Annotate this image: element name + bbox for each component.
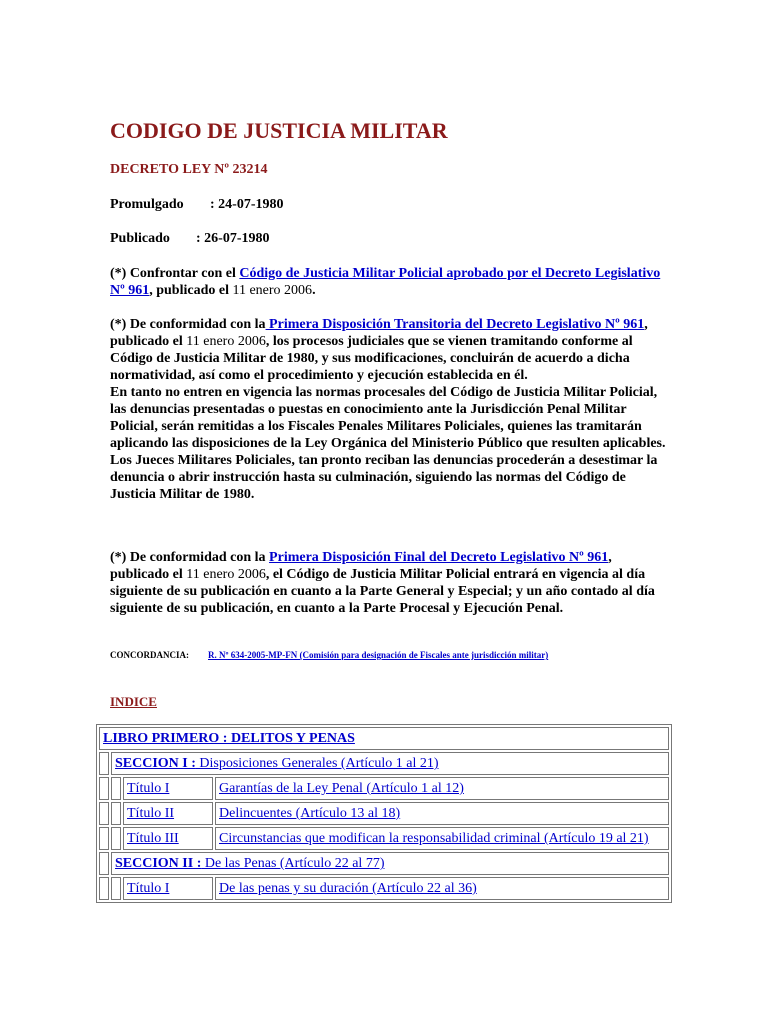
note-paragraph-2 [110, 316, 670, 503]
note-2-prefix: (*) De conformidad con la [110, 317, 266, 332]
table-row [99, 827, 669, 850]
section-2-cell [111, 852, 669, 875]
titulo-desc-cell [215, 827, 669, 850]
index-table [96, 724, 672, 903]
indice-heading[interactable]: INDICE [110, 694, 157, 709]
table-row [99, 802, 669, 825]
titulo-desc-cell [215, 877, 669, 900]
indent-cell [99, 827, 109, 850]
section-2-label: SECCION II : [115, 856, 202, 871]
indent-cell [99, 777, 109, 800]
promulgation-label: Promulgado [110, 197, 184, 212]
note-paragraph-3 [110, 549, 670, 617]
titulo-link[interactable]: Título I [127, 881, 170, 896]
note-1-prefix: (*) Confrontar con el [110, 266, 240, 281]
section-1-link[interactable] [115, 756, 439, 771]
indent-cell [99, 877, 109, 900]
indent-cell [111, 877, 121, 900]
note-3-prefix: (*) De conformidad con la [110, 550, 270, 565]
indent-cell [111, 777, 121, 800]
publication-date [110, 231, 270, 247]
promulgation-date [110, 197, 284, 213]
note-1-mid: , publicado el [149, 283, 233, 298]
titulo-link[interactable]: Título III [127, 831, 179, 846]
note-2-line-3: Los Jueces Militares Policiales, tan pronto reciban las denuncias procederán a desestimar la denuncia o abrir instrucción hasta su culminación, siguiendo las normas del Código de Justicia Militar de 1980. [110, 453, 658, 502]
titulo-cell [123, 777, 213, 800]
note-1-date: 11 enero 2006 [232, 283, 313, 298]
note-2-link[interactable]: Primera Disposición Transitoria del Decreto Legislativo Nº 961 [265, 317, 645, 332]
concordancia-label: CONCORDANCIA: [110, 650, 189, 660]
index-row-section-2 [99, 852, 669, 875]
indent-cell [99, 752, 109, 775]
indent-cell [99, 802, 109, 825]
section-1-cell [111, 752, 669, 775]
titulo-desc-cell [215, 802, 669, 825]
titulo-desc-cell [215, 777, 669, 800]
titulo-cell [123, 827, 213, 850]
concordancia-link[interactable]: R. Nº 634-2005-MP-FN (Comisión para designación de Fiscales ante jurisdicción militar) [208, 650, 549, 660]
section-2-link[interactable] [115, 856, 384, 871]
table-row [99, 877, 669, 900]
note-3-date: 11 enero 2006 [186, 567, 266, 582]
table-row [99, 777, 669, 800]
section-1-text: Disposiciones Generales (Artículo 1 al 21) [195, 756, 439, 771]
titulo-desc-link[interactable]: De las penas y su duración (Artículo 22 al 36) [219, 881, 477, 896]
section-2-text: De las Penas (Artículo 22 al 77) [201, 856, 385, 871]
note-1-link[interactable]: Código de Justicia Militar Policial aprobado por el Decreto Legislativo Nº 961 [110, 266, 661, 298]
note-2-date: 11 enero 2006 [186, 334, 266, 349]
titulo-link[interactable]: Título II [127, 806, 175, 821]
note-3-suffix: , el Código de Justicia Militar Policial entrará en vigencia al día siguiente de su publicación en cuanto a la Parte General y Especial; y un año contado al día siguiente de su publicación, en cuanto a la Parte Procesal y Ejecución Penal. [110, 567, 655, 616]
decree-number: DECRETO LEY Nº 23214 [110, 162, 268, 177]
titulo-desc-link[interactable]: Delincuentes (Artículo 13 al 18) [219, 806, 401, 821]
indent-cell [111, 802, 121, 825]
note-3-link[interactable]: Primera Disposición Final del Decreto Legislativo Nº 961 [269, 550, 609, 565]
indent-cell [111, 827, 121, 850]
publication-value: : 26-07-1980 [196, 231, 270, 246]
note-1-suffix: . [312, 283, 316, 298]
titulo-cell [123, 877, 213, 900]
publication-label: Publicado [110, 231, 170, 246]
titulo-cell [123, 802, 213, 825]
libro-primero-link[interactable]: LIBRO PRIMERO : DELITOS Y PENAS [103, 731, 355, 746]
titulo-desc-link[interactable]: Circunstancias que modifican la responsabilidad criminal (Artículo 19 al 21) [219, 831, 649, 846]
promulgation-value: : 24-07-1980 [210, 197, 284, 212]
document-title: CODIGO DE JUSTICIA MILITAR [110, 118, 448, 143]
concordancia [110, 650, 548, 660]
note-3-mid: , publicado el [110, 550, 612, 582]
note-paragraph-1 [110, 265, 670, 299]
index-row-section-1 [99, 752, 669, 775]
libro-cell [99, 727, 669, 750]
titulo-desc-link[interactable]: Garantías de la Ley Penal (Artículo 1 al 12) [219, 781, 464, 796]
indent-cell [99, 852, 109, 875]
titulo-link[interactable]: Título I [127, 781, 170, 796]
note-2-suffix: , los procesos judiciales que se vienen tramitando conforme al Código de Justicia Militar de 1980, y sus modificaciones, concluirán de acuerdo a dicha normatividad, así como el procedimiento y ejecución establecida en él. [110, 334, 633, 383]
section-1-label: SECCION I : [115, 756, 196, 771]
note-2-line-2: En tanto no entren en vigencia las normas procesales del Código de Justicia Militar Policial, las denuncias presentadas o puestas en conocimiento ante la Jurisdicción Penal Militar Policial, serán remitidas a los Fiscales Penales Militares Policiales, quienes las tramitarán aplicando las disposiciones de la Ley Orgánica del Ministerio Público que resulten aplicables. [110, 385, 666, 451]
note-2-mid: , publicado el [110, 317, 648, 349]
index-row-libro [99, 727, 669, 750]
